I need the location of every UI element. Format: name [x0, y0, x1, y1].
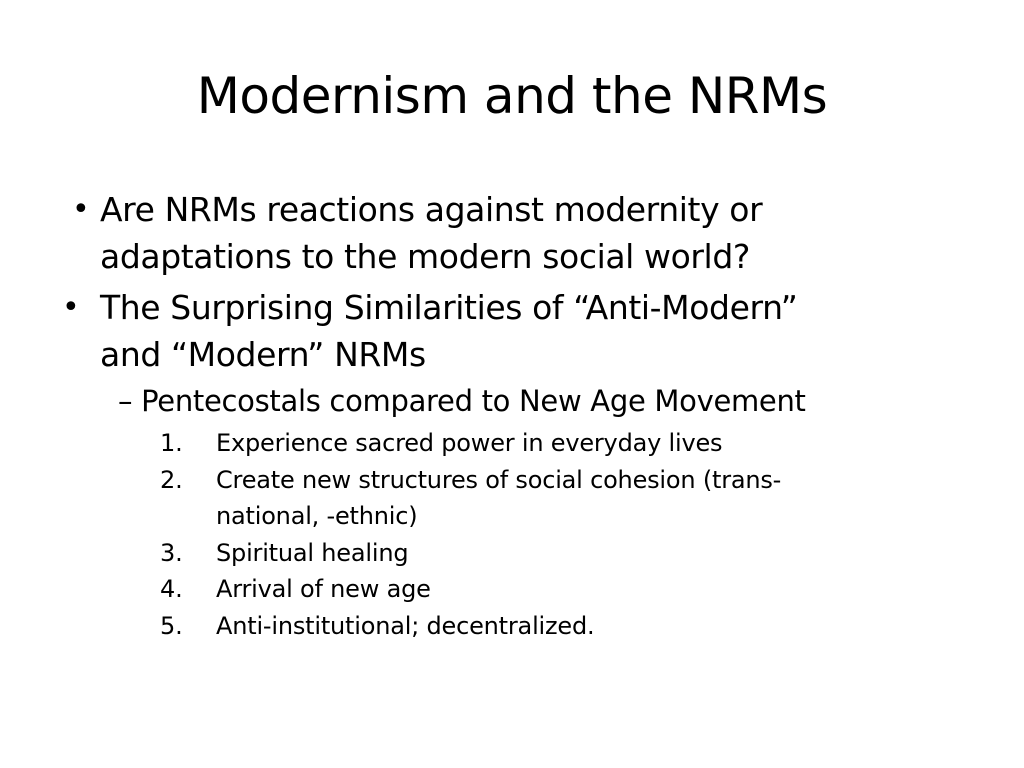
- item-number: 2.: [160, 465, 183, 494]
- sub-bullet-text: Pentecostals compared to New Age Movement: [141, 384, 806, 418]
- item-text: Create new structures of social cohesion (trans-: [216, 465, 782, 494]
- numbered-list: [160, 425, 781, 644]
- numbered-item: [160, 535, 781, 572]
- bullet-text-line: Are NRMs reactions against modernity or: [100, 190, 763, 229]
- item-number: 1.: [160, 429, 183, 457]
- item-text: Spiritual healing: [216, 538, 409, 567]
- numbered-item: [160, 425, 781, 462]
- item-number: 4.: [160, 575, 183, 603]
- item-number: 5.: [160, 611, 183, 640]
- bullet-text-line: adaptations to the modern social world?: [100, 237, 750, 276]
- item-text: Arrival of new age: [216, 575, 431, 603]
- bullet-item: [0, 284, 1024, 378]
- sub-bullet-marker: –: [118, 384, 133, 418]
- bullet-marker: •: [62, 290, 80, 325]
- item-text: Anti-institutional; decentralized.: [216, 611, 595, 640]
- bullet-text-line: The Surprising Similarities of “Anti-Modern”: [100, 288, 798, 327]
- numbered-item: [160, 571, 781, 608]
- item-text: Experience sacred power in everyday lives: [216, 429, 723, 457]
- bullet-text-line: and “Modern” NRMs: [100, 335, 426, 374]
- numbered-item: [160, 608, 781, 645]
- bullet-item: [0, 186, 1024, 280]
- slide-title: Modernism and the NRMs: [196, 67, 828, 125]
- bullet-marker: •: [72, 192, 90, 227]
- numbered-item: [160, 462, 781, 535]
- item-number: 3.: [160, 538, 183, 567]
- item-text-continued: national, -ethnic): [216, 502, 418, 530]
- sub-bullet-item: [118, 380, 806, 422]
